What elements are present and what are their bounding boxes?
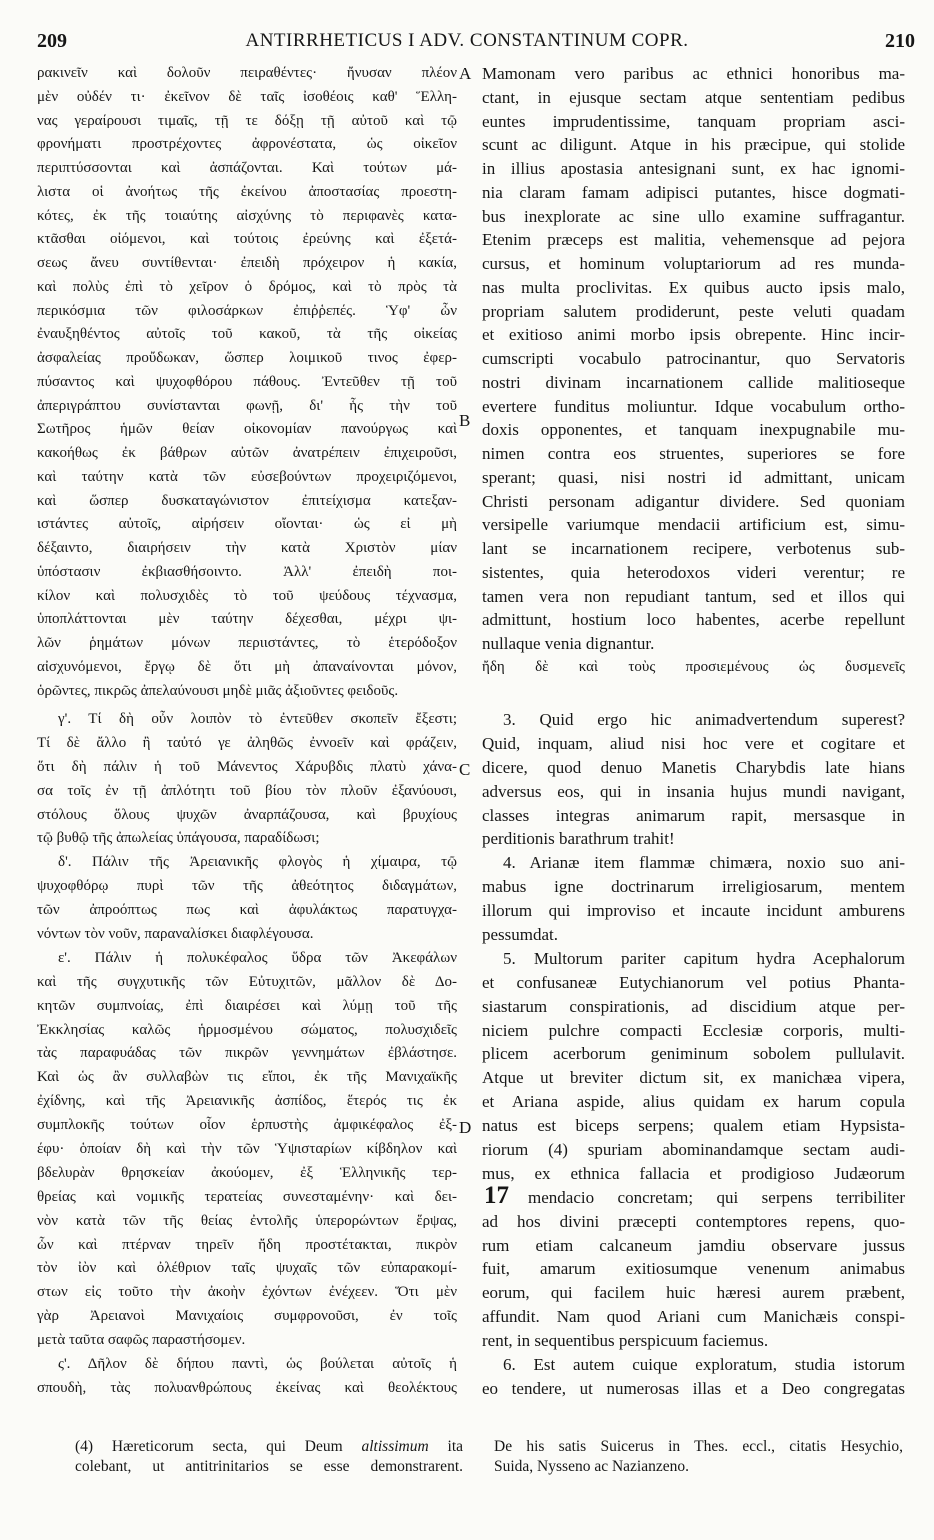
text-line: ctant, in ejusque sectam atque sententiam pedibus — [482, 87, 905, 107]
text-line: plicem acerborum geniminum sobolem pullulavit. — [482, 1044, 905, 1064]
latin-column-upper — [482, 62, 905, 680]
greek-spanning-line: ὁρῶντες, πικρῶς ἀπελαύνουσι μηδὲ μιᾶς ἀξιοῦντες φειδοῦς. — [37, 682, 399, 699]
text-line: μὲν οὐδέν τι· ἐκεῖνον δὲ ταῖς ἰσοθέοις καθ' Ἕλλη- — [37, 88, 457, 105]
text-line: pessumdat. — [482, 925, 559, 945]
margin-letter-a: A — [459, 64, 472, 83]
text-line: 4. Arianæ item flammæ chimæra, noxio suo ani- — [503, 853, 905, 873]
text-line: λῶν ῥημάτων μόνων περιιστάντες, τὸ ἑτερόδοξον — [37, 635, 457, 651]
text-line: γὰρ Ἀρειανοὶ Μανιχαίοις συμφρονοῦσι, ἐν τοῖς — [37, 1308, 457, 1325]
text-line: admittunt, hostium loco habentes, acerbe repellunt — [482, 610, 905, 630]
latin-column-lower — [482, 708, 905, 1401]
text-line: eorum, qui facilem huic hæresi aurem præbent, — [482, 1283, 905, 1303]
folio-marker: 17 — [484, 1182, 509, 1209]
text-line: mus, ex ethnica fallacia et prodigioso Judæorum — [482, 1163, 905, 1183]
text-line: Christi personam adigantur dividere. Sed quoniam — [482, 491, 905, 511]
text-line: τὸν ἰὸν καὶ ὀλέθριον ταῖς ψυχαῖς τῶν εὐπαρακομί- — [37, 1260, 457, 1277]
text-line: natus est biceps serpens; qualem etiam Hypsista- — [482, 1116, 905, 1136]
text-line: ιστάντες αὐτοῖς, αἱρήσειν οἴονται· ὡς εἰ μὴ — [37, 516, 457, 533]
text-line: έφυ· ὁποίαν δὴ καὶ τὴν τῶν Ὑψισταρίων κίβδηλον καὶ — [37, 1141, 457, 1158]
text-line: κητῶν συμπνοίας, ἐπὶ διαιρέσει καὶ λύμῃ τοῦ τῆς — [37, 997, 457, 1014]
text-line: συμπλοκῆς τούτων οἷον ἑρπυστὴς ἀμφικέφαλος ἐξ- — [37, 1117, 457, 1134]
footnote-left — [75, 1437, 463, 1477]
text-line: γ'. Τί δὴ οὖν λοιπὸν τὸ ἐντεῦθεν σκοπεῖν ἔξεστι; — [58, 711, 457, 727]
text-line: λιστα οἱ ἀνοήτως τῆς ἐκείνου ἀποστασίας προεστη- — [37, 183, 457, 200]
text-line: ἐχίδνης, καὶ τῆς Ἀρειανικῆς ἀσπίδος, ἕτερός τις ἐκ — [37, 1093, 457, 1110]
text-line: Atque ut breviter dictum sit, ex manichæa vipera, — [482, 1068, 905, 1088]
greek-column-lower — [37, 708, 457, 1401]
text-line: κότες, ἐκ τῆς τοιαύτης αἰσχύνης τὸ περιφανὲς κατα- — [37, 207, 457, 224]
text-line: θρείας καὶ νομικῆς τερατείας συνεσταμένην· καὶ δει- — [37, 1188, 457, 1205]
text-line: classes integras animarum rapit, mersasque in — [482, 805, 905, 825]
text-line: illorum qui improviso et incaute incidunt amburens — [482, 901, 905, 921]
text-line: sperant; quasi, nisi nostri id admittant, unicam — [482, 467, 905, 487]
text-line: Ἐκκλησίας καλῶς ἡρμοσμένου σώματος, πολυσχιδεῖς — [37, 1021, 457, 1038]
text-line: Mamonam vero paribus ac ethnici honoribus ma- — [482, 64, 905, 83]
text-line: fuit, amarum exitiosumque venenum animabus — [482, 1259, 905, 1279]
text-line: ς'. Δῆλον δὲ δήπου παντὶ, ὡς βούλεται αὐτοῖς ἡ — [58, 1356, 457, 1373]
text-line: δέξαιντο, διαιρήσειν τὴν κατὰ Χριστὸν μίαν — [37, 540, 457, 556]
text-line: sistentes, quia heterodoxos videri verentur; re — [482, 562, 905, 582]
text-line: πύσαντος καὶ ψυχοφθόρου πάθους. Ἐντεῦθεν τῇ τοῦ — [37, 373, 457, 390]
page-number-right: 210 — [885, 30, 915, 52]
text-line: περικόσμια τῶν φιλοσάρκων ἐπιῤῥεπές. Ὑφ' ὧν — [37, 302, 457, 319]
text-line: κίλον καὶ πολυσχιδὲς τὸ τοῦ ψεύδους τέχνασμα, — [37, 587, 457, 604]
text-line: nas multa proclivitas. Ex quibus aucto ipsis malo, — [482, 277, 905, 297]
text-line: στων εἰς τοῦτο τὴν ἀκοὴν ἐχόντων ἐνέχεεν. Ὅτι μὲν — [37, 1284, 457, 1301]
text-line: versipelle variumque mendacii artificium est, simu- — [482, 515, 905, 535]
text-line: propriam salutem prodiderunt, peste veluti quadam — [482, 301, 905, 321]
footnote-italic-text: altissimum — [361, 1438, 429, 1455]
text-line: βδελυρὰν θρησκείαν ἀκούομεν, ἐξ Ἑλληνικῆς τερ- — [37, 1164, 457, 1181]
greek-column-upper — [37, 62, 457, 680]
text-line: ἤδη δὲ καὶ τοὺς προσιεμένους ὡς δυσμενεῖς — [482, 658, 905, 675]
text-line: νόντων τὸν νοῦν, παραναλίσκει διαφλέγουσα. — [37, 926, 314, 943]
text-line: rent, in sequentibus perspicuum faciemus. — [482, 1331, 769, 1351]
footnote-line: Suida, Nysseno ac Nazianzeno. — [494, 1458, 689, 1475]
text-line: νὸν κατὰ τῶν τῆς θείας ἐντολῆς ὑπερορώντων ἕρψας, — [37, 1212, 457, 1229]
footnote-line: colebant, ut antitrinitarios se esse demonstrarent. — [75, 1458, 463, 1475]
margin-letter-b: B — [459, 411, 471, 430]
footnote-text: ita — [447, 1438, 464, 1455]
text-line: et exitioso animi morbo ipsis obrepente. Hinc incir- — [482, 325, 905, 345]
text-line: στόλους ὅλους ψυχῶν ἀναρπάζουσα, καὶ βρυχίους — [37, 806, 457, 823]
text-line: ἐναυξηθέντος αὐτοῖς τοῦ κακοῦ, τὰ τῆς οἰκείας — [37, 326, 457, 343]
text-line: 5. Multorum pariter capitum hydra Acephalorum — [503, 948, 905, 968]
text-line: καὶ τῆς συγχυτικῆς τῶν Εὐτυχιτῶν, μᾶλλον δὲ Δο- — [37, 973, 457, 990]
text-line: eo tendere, ut numerosas illas et a Deo congregatas — [482, 1378, 905, 1398]
text-line: τῶν ἀπροόπτως πως καὶ ἀφυλάκτως παρατυγχα- — [37, 902, 457, 919]
text-line: Quid, inquam, aliud nisi hoc vere et cogitare et — [482, 733, 905, 753]
text-line: siastarum conspirationis, ad discidium atque per- — [482, 996, 905, 1016]
text-line: et confusaneæ Eutychianorum vel potius Phanta- — [482, 972, 905, 992]
text-line: niciem pulchre compacti Ecclesiæ corporis, multi- — [482, 1020, 905, 1040]
text-line: mendacio concretam; qui serpens terribiliter — [528, 1187, 905, 1207]
footnote-line — [75, 1437, 463, 1457]
text-line: δ'. Πάλιν τῆς Ἀρειανικῆς φλογὸς ἡ χίμαιρα, τῷ — [58, 854, 457, 871]
text-line: Σωτῆρος ἡμῶν θείαν οἰκονομίαν πανούργως καὶ — [37, 421, 457, 438]
text-line: περιπτύσσονται καὶ ἀσπάζονται. Καὶ τούτων μά- — [37, 160, 457, 176]
text-line: nia claram famam adipisci putantes, hisce dogmati- — [482, 182, 905, 202]
footnote-line: De his satis Suicerus in Thes. eccl., citatis Hesychio, — [494, 1438, 903, 1455]
text-line: lant se incarnationem recipere, verbotenus sub- — [482, 539, 905, 558]
text-line: in illius apostasia antesignani sunt, ex hac ignomi- — [482, 159, 905, 178]
text-line: καὶ πολὺς ἐπὶ τὸ χεῖρον ὁ δρόμος, καὶ τὸ πρὸς τὰ — [37, 278, 457, 295]
running-header — [37, 27, 915, 55]
page-number-left: 209 — [37, 30, 67, 52]
text-line: Τί δὲ ἄλλο ἢ ταὐτό γε ἀληθῶς ἐννοεῖν καὶ φράζειν, — [37, 734, 457, 751]
text-line: τῷ βυθῷ τῆς ἀπωλείας ὑπάγουσα, παραδίδωσι; — [37, 830, 320, 847]
text-line: Καὶ ὡς ἂν συλλαβὼν τις εἴποι, ἐκ τῆς Μανιχαϊκῆς — [37, 1069, 457, 1086]
footnote-right — [494, 1437, 903, 1477]
text-line: σα τοῖς ἐν τῇ ἀπλότητι τοῦ βίου τὸν πλοῦν ἐξανύουσι, — [37, 782, 457, 799]
text-line: κακοήθως ἐκ βάθρων αὐτῶν ἀνατρέπειν ἐπιχειροῦσι, — [37, 445, 457, 461]
text-line: affundit. Nam quod Ariani cum Manichæis conspi- — [482, 1307, 905, 1327]
text-line: nostri divinam incarnationem callide malitioseque — [482, 372, 905, 392]
text-line: ὑπόστασιν ἐκβιασθήσοιντο. Ἀλλ' ἐπειδὴ ποι- — [37, 563, 457, 580]
text-line: adversus eos, qui in insania hujus mundi navigant, — [482, 781, 905, 801]
text-line: 6. Est autem cuique exploratum, studia istorum — [503, 1355, 905, 1375]
text-line: et Ariana aspide, alius quidam ex harum copula — [482, 1092, 905, 1112]
text-line: mabus igne doctrinarum irreligiosarum, mentem — [482, 877, 905, 897]
text-line: ὧν καὶ πτέρναν τηρεῖν ἤδη προστέτακται, πικρὸν — [37, 1236, 457, 1253]
text-line: Etenim præceps est malitia, vehemensque ad pejora — [482, 230, 905, 250]
margin-letter-d: D — [459, 1118, 472, 1137]
text-line: rum etiam calcaneum jamdiu observare jussus — [482, 1235, 905, 1255]
text-line: bus inexplorate ac sine ullo examine suffragantur. — [482, 206, 905, 226]
text-line: riorum (4) spuriam abominandamque sectam audi- — [482, 1140, 905, 1160]
text-line: ad hos divini præcepti contemptores repens, quo- — [482, 1211, 905, 1231]
text-line: ρακινεῖν καὶ δολοῦν πειραθέντες· ἤνυσαν πλέον — [37, 65, 457, 81]
text-line: καὶ ὥσπερ δυσκαταγώνιστον ἐπιτείχισμα κατεξαν- — [37, 492, 457, 509]
text-line: cursus, et hominum voluptariorum ad res munda- — [482, 254, 905, 273]
text-line: evertere funditus moliuntur. Idque vocabulum ortho- — [482, 396, 905, 416]
text-line: scunt ac diligunt. Atque in his præcipue, qui stolide — [482, 135, 905, 155]
text-line: dicere, quod denuo Manetis Charybdis late hians — [482, 757, 905, 777]
text-line: tamen vera non repudiant tantum, sed et illos qui — [482, 586, 905, 606]
text-line: καὶ ταύτην κατὰ τῶν εὐσεβούντων προχειριζόμενοι, — [37, 468, 457, 485]
footnote-text: (4) Hæreticorum secta, qui Deum — [75, 1438, 343, 1455]
text-line: euntes imprudentissime, tanquam propriam asci- — [482, 111, 905, 131]
text-line: perditionis barathrum trahit! — [482, 829, 675, 849]
text-line: σεως ἄνευ συντίθενται· ἐπειδὴ πρόχειρον ἡ κακία, — [37, 255, 457, 271]
text-line: σπουδὴ, τὰς πολυανθρώπους ἐκείνας καὶ θεολέκτους — [37, 1379, 457, 1396]
text-line: ἀσφαλείας προὔδωκαν, ὥσπερ λοιμικοῦ τινος ἐφερ- — [37, 350, 457, 366]
text-line: ὑποπλάττονται μὲν ταύτην δέχεσθαι, μέχρι ψι- — [37, 611, 457, 628]
text-line: τὰς παραφυάδας τῶν πικρῶν γεννημάτων ἐβλάστησε. — [37, 1045, 457, 1062]
text-line: νας γεραίρουσι τιμαῖς, τῇ τε δόξῃ τῇ αὐτοῦ καὶ τῷ — [37, 112, 457, 129]
text-line: φρονήματι προστρέχοντες ἀφρονέστατα, ὡς οἰκεῖον — [37, 136, 457, 153]
text-line: cumscripti vocabulo patrocinantur, quo Servatoris — [482, 349, 905, 368]
text-line: μετὰ ταῦτα σαφῶς παραστήσομεν. — [37, 1332, 246, 1349]
text-line: ὅτι δὴ πάλιν ἡ τοῦ Μάνεντος Χάρυβδις πλατὺ χάνα- — [37, 758, 457, 775]
text-line: αἰσχυνόμενοι, ἔργῳ δὲ ὅτι μὴ ἀπαναίνονται μόνον, — [37, 658, 457, 675]
text-line: nimen contra eos struentes, superiores se fore — [482, 444, 905, 463]
running-title: ANTIRRHETICUS I ADV. CONSTANTINUM COPR. — [245, 30, 689, 51]
text-line: doxis opponentes, et tanquam inexpugnabile mu- — [482, 420, 905, 440]
text-line: 3. Quid ergo hic animadvertendum superest? — [503, 710, 905, 729]
text-line: ψυχοφθόρῳ πυρὶ τῶν τῆς ἀθεότητος διδαγμάτων, — [37, 878, 457, 895]
text-line: ἀπεριγράπτου συνίστανται φωνῇ, δι' ἧς τὴν τοῦ — [37, 397, 457, 414]
margin-letter-c: C — [459, 760, 471, 779]
text-line: ε'. Πάλιν ἡ πολυκέφαλος ὕδρα τῶν Ἀκεφάλων — [58, 949, 457, 966]
text-line: κτᾶσθαι οἰόμενοι, καὶ τούτοις ἐρεύνης καὶ ἐξετά- — [37, 231, 457, 248]
text-line: nullaque venia dignantur. — [482, 634, 655, 653]
